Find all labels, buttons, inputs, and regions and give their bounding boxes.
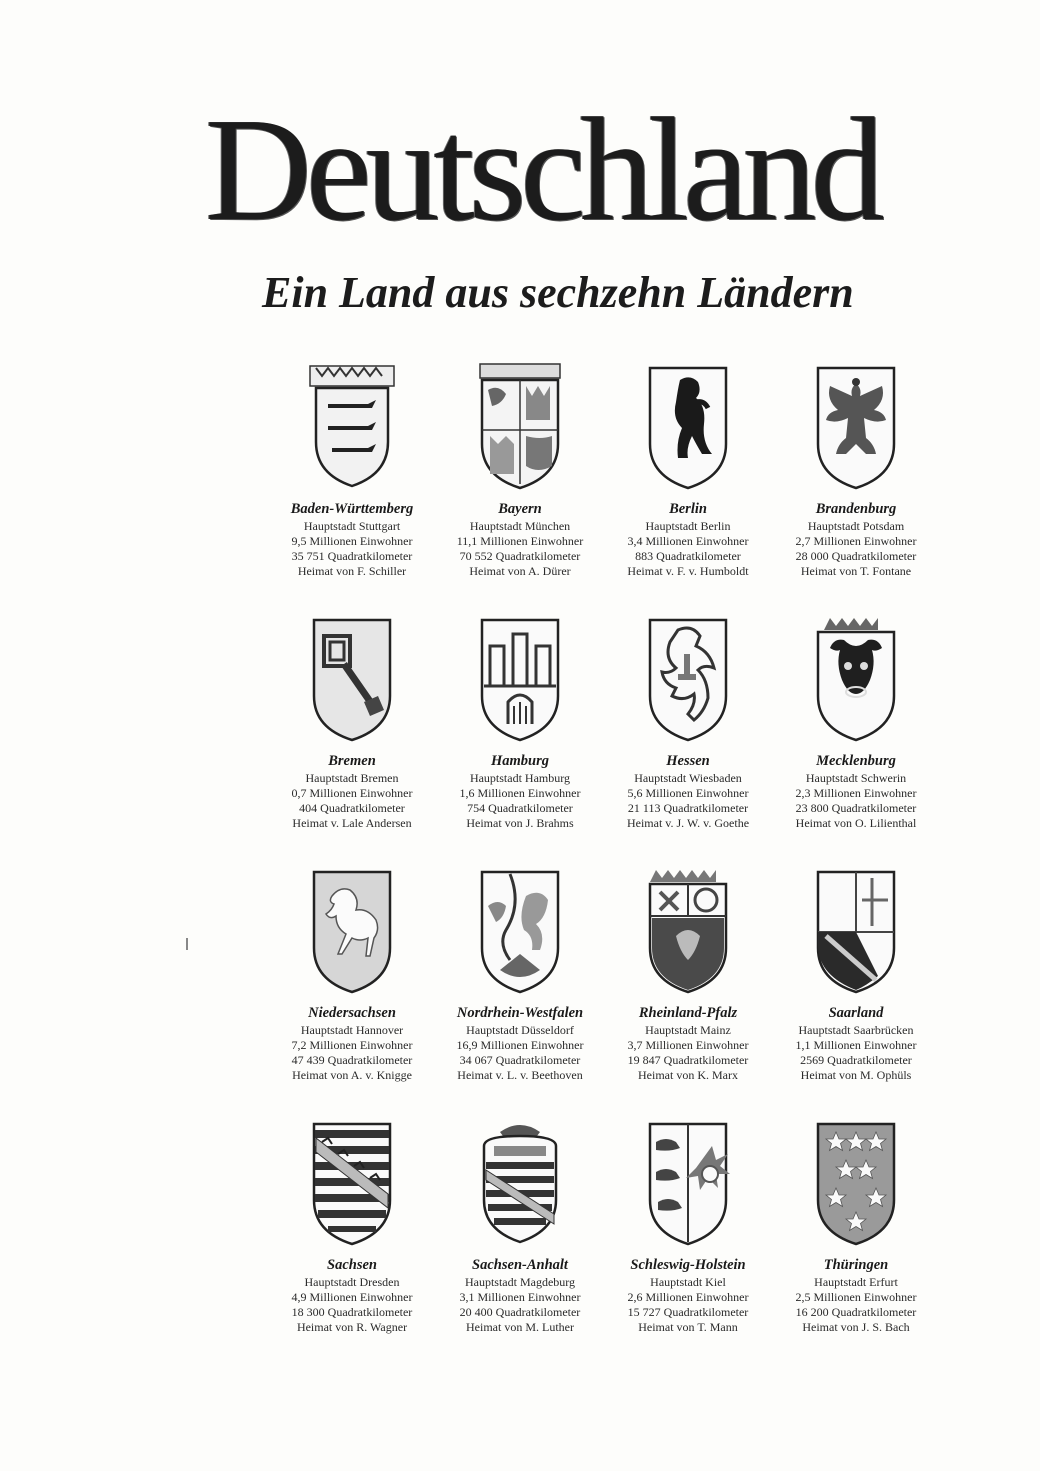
- state-capital: Hauptstadt Wiesbaden: [634, 771, 742, 785]
- state-home: Heimat von M. Ophüls: [800, 1068, 912, 1082]
- state-population: 1,1 Millionen Einwohner: [795, 1038, 917, 1052]
- state-population: 5,6 Millionen Einwohner: [627, 786, 749, 800]
- hamburg-castle-crest-icon: [470, 614, 570, 744]
- state-capital: Hauptstadt Potsdam: [807, 519, 905, 533]
- saarland-crest-icon: [806, 866, 906, 996]
- state-home: Heimat von J. Brahms: [466, 816, 574, 830]
- state-area: 23 800 Quadratkilometer: [795, 801, 917, 815]
- state-population: 4,9 Millionen Einwohner: [291, 1290, 413, 1304]
- state-area: 754 Quadratkilometer: [467, 801, 573, 815]
- state-name: Sachsen: [327, 1257, 377, 1273]
- niedersachsen-horse-crest-icon: [302, 866, 402, 996]
- state-capital: Hauptstadt Erfurt: [814, 1275, 898, 1289]
- state-home: Heimat von T. Mann: [638, 1320, 738, 1334]
- state-card-saarland: [772, 866, 940, 1118]
- page-subtitle: Ein Land aus sechzehn Ländern: [262, 268, 854, 317]
- state-home: Heimat von O. Lilienthal: [795, 816, 917, 830]
- state-card-schleswig-holstein: [604, 1118, 772, 1370]
- state-area: 19 847 Quadratkilometer: [627, 1053, 749, 1067]
- state-home: Heimat von R. Wagner: [296, 1320, 408, 1334]
- state-name: Nordrhein-Westfalen: [456, 1005, 584, 1021]
- state-card-thueringen: [772, 1118, 940, 1370]
- state-area: 20 400 Quadratkilometer: [459, 1305, 581, 1319]
- state-home: Heimat von M. Luther: [466, 1320, 574, 1334]
- state-card-mecklenburg: [772, 614, 940, 866]
- state-card-bremen: [268, 614, 436, 866]
- state-capital: Hauptstadt Stuttgart: [303, 519, 401, 533]
- state-area: 16 200 Quadratkilometer: [795, 1305, 917, 1319]
- state-name: Schleswig-Holstein: [630, 1257, 746, 1273]
- state-area: 70 552 Quadratkilometer: [459, 549, 581, 563]
- state-area: 28 000 Quadratkilometer: [795, 549, 917, 563]
- state-area: 18 300 Quadratkilometer: [291, 1305, 413, 1319]
- state-name: Hessen: [666, 753, 710, 769]
- sachsen-anhalt-crest-icon: [470, 1118, 570, 1248]
- scan-speck: [186, 938, 188, 950]
- state-name: Saarland: [828, 1005, 884, 1021]
- state-population: 1,6 Millionen Einwohner: [459, 786, 581, 800]
- state-population: 0,7 Millionen Einwohner: [291, 786, 413, 800]
- state-population: 3,1 Millionen Einwohner: [459, 1290, 581, 1304]
- state-home: Heimat von A. Dürer: [469, 564, 571, 578]
- state-card-rheinland-pfalz: [604, 866, 772, 1118]
- bremen-key-crest-icon: [302, 614, 402, 744]
- state-name: Thüringen: [823, 1257, 889, 1273]
- mecklenburg-bull-crest-icon: [806, 614, 906, 744]
- thueringen-stars-crest-icon: [806, 1118, 906, 1248]
- state-name: Hamburg: [490, 753, 549, 769]
- state-name: Sachsen-Anhalt: [472, 1257, 568, 1273]
- state-name: Mecklenburg: [816, 753, 896, 769]
- schleswig-holstein-crest-icon: [638, 1118, 738, 1248]
- state-area: 404 Quadratkilometer: [299, 801, 405, 815]
- state-area: 21 113 Quadratkilometer: [627, 801, 749, 815]
- state-population: 3,4 Millionen Einwohner: [627, 534, 749, 548]
- state-capital: Hauptstadt Hamburg: [469, 771, 571, 785]
- state-capital: Hauptstadt Düsseldorf: [466, 1023, 574, 1037]
- state-population: 2,6 Millionen Einwohner: [627, 1290, 749, 1304]
- state-home: Heimat von F. Schiller: [297, 564, 407, 578]
- state-home: Heimat von A. v. Knigge: [292, 1068, 412, 1082]
- state-population: 2,7 Millionen Einwohner: [795, 534, 917, 548]
- state-capital: Hauptstadt Hannover: [300, 1023, 404, 1037]
- state-population: 2,5 Millionen Einwohner: [795, 1290, 917, 1304]
- state-card-brandenburg: [772, 362, 940, 614]
- state-name: Brandenburg: [815, 501, 897, 517]
- state-name: Bayern: [498, 501, 542, 517]
- hessen-lion-crest-icon: [638, 614, 738, 744]
- state-population: 3,7 Millionen Einwohner: [627, 1038, 749, 1052]
- state-name: Rheinland-Pfalz: [638, 1005, 738, 1021]
- state-area: 883 Quadratkilometer: [635, 549, 741, 563]
- state-capital: Hauptstadt Kiel: [650, 1275, 726, 1289]
- bayern-crest-icon: [470, 362, 570, 492]
- state-population: 2,3 Millionen Einwohner: [795, 786, 917, 800]
- state-population: 9,5 Millionen Einwohner: [291, 534, 413, 548]
- state-population: 7,2 Millionen Einwohner: [291, 1038, 413, 1052]
- state-card-nordrhein-westfalen: [436, 866, 604, 1118]
- state-capital: Hauptstadt Mainz: [645, 1023, 731, 1037]
- state-population: 11,1 Millionen Einwohner: [456, 534, 584, 548]
- state-card-sachsen: [268, 1118, 436, 1370]
- state-card-hessen: [604, 614, 772, 866]
- sachsen-crest-icon: [302, 1118, 402, 1248]
- state-card-sachsen-anhalt: [436, 1118, 604, 1370]
- state-capital: Hauptstadt Berlin: [645, 519, 731, 533]
- state-name: Niedersachsen: [308, 1005, 396, 1021]
- state-home: Heimat von K. Marx: [638, 1068, 738, 1082]
- state-card-bayern: [436, 362, 604, 614]
- state-card-baden-wuerttemberg: [268, 362, 436, 614]
- baden-wuerttemberg-crest-icon: [302, 362, 402, 492]
- state-population: 16,9 Millionen Einwohner: [456, 1038, 584, 1052]
- state-area: 34 067 Quadratkilometer: [459, 1053, 581, 1067]
- state-home: Heimat v. L. v. Beethoven: [457, 1068, 583, 1082]
- state-home: Heimat v. J. W. v. Goethe: [626, 816, 750, 830]
- brandenburg-eagle-crest-icon: [806, 362, 906, 492]
- state-card-berlin: [604, 362, 772, 614]
- state-card-hamburg: [436, 614, 604, 866]
- state-card-niedersachsen: [268, 866, 436, 1118]
- state-capital: Hauptstadt Saarbrücken: [798, 1023, 914, 1037]
- state-name: Bremen: [328, 753, 376, 769]
- state-capital: Hauptstadt Schwerin: [805, 771, 907, 785]
- state-name: Berlin: [669, 501, 707, 517]
- berlin-bear-crest-icon: [638, 362, 738, 492]
- state-capital: Hauptstadt Dresden: [304, 1275, 400, 1289]
- state-capital: Hauptstadt München: [469, 519, 571, 533]
- state-home: Heimat von J. S. Bach: [802, 1320, 910, 1334]
- state-area: 2569 Quadratkilometer: [800, 1053, 912, 1067]
- state-capital: Hauptstadt Magdeburg: [464, 1275, 576, 1289]
- state-home: Heimat von T. Fontane: [800, 564, 912, 578]
- state-area: 15 727 Quadratkilometer: [627, 1305, 749, 1319]
- states-grid: [268, 362, 940, 1372]
- state-home: Heimat v. F. v. Humboldt: [627, 564, 749, 578]
- rheinland-pfalz-crest-icon: [638, 866, 738, 996]
- state-area: 47 439 Quadratkilometer: [291, 1053, 413, 1067]
- state-home: Heimat v. Lale Andersen: [292, 816, 412, 830]
- state-capital: Hauptstadt Bremen: [305, 771, 399, 785]
- state-area: 35 751 Quadratkilometer: [291, 549, 413, 563]
- page-title: Deutschland: [205, 88, 879, 252]
- nordrhein-westfalen-crest-icon: [470, 866, 570, 996]
- state-name: Baden-Württemberg: [290, 501, 414, 517]
